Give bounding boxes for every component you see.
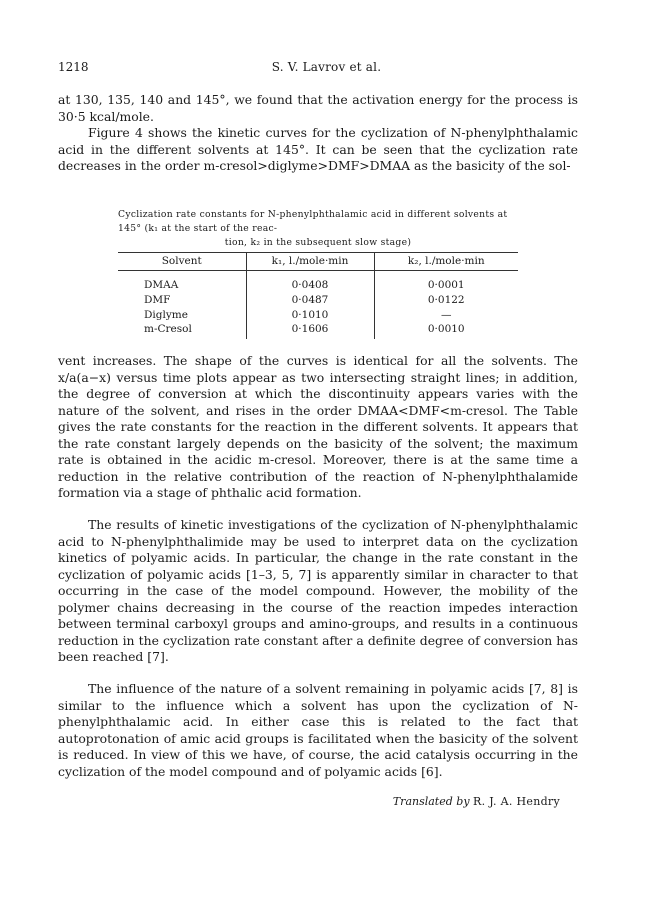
cell-solvent: DMAA bbox=[118, 271, 246, 293]
table-row bbox=[118, 322, 518, 339]
table-caption bbox=[118, 208, 518, 250]
cell-k2: 0·0001 bbox=[427, 279, 465, 291]
page-number: 1218 bbox=[58, 60, 89, 74]
cell-k2: 0·0010 bbox=[427, 323, 465, 336]
rate-constants-table bbox=[118, 252, 518, 339]
cell-solvent: Diglyme bbox=[118, 308, 246, 323]
running-head: S. V. Lavrov et al. bbox=[271, 60, 382, 74]
cell-k2: 0·0122 bbox=[427, 293, 465, 306]
paragraph-kinetic-results: The results of kinetic investigations of the cyclization of N-phenylphthalamic acid to N-phenylphthalimide may be used to interpret data on the cyclization kinetics of polyamic acids. In particular, the change in the rate constant in the cyclization of polyamic acids [1–3, 5, 7] is apparently similar in character to that occurring in the case of the model compound. However, the mobility of the polymer chains decreasing in the course of the reaction impedes interaction between terminal carboxyl groups and amino-groups, and results in a continuous reduction in the cyclization rate constant after a definite degree of conversion has been reached [7]. bbox=[58, 517, 578, 664]
col-header-k2: k₂, l./mole·min bbox=[374, 253, 518, 271]
cell-k1: 0·1606 bbox=[246, 322, 374, 339]
cell-k1: 0·0408 bbox=[246, 271, 374, 293]
paragraph-solvent-influence: The influence of the nature of a solvent remaining in polyamic acids [7, 8] is similar to the influence which a solvent has upon the cyclization of N-phenylphthalamic acid. In either case this is related to the fact that autoprotonation of amic acid groups is facilitated when the basicity of the solvent is reduced. In view of this we have, of course, the acid catalysis occurring in the cyclization of the model compound and of polyamic acids [6]. bbox=[58, 681, 578, 779]
cell-solvent: DMF bbox=[118, 293, 246, 308]
cell-solvent: m-Cresol bbox=[118, 322, 246, 339]
table-caption-line1: Cyclization rate constants for N-phenylphthalamic acid in different solvents at 145° (k₁ at the start of the reac- bbox=[118, 209, 508, 234]
col-header-k1: k₁, l./mole·min bbox=[246, 253, 374, 271]
cell-k2: — bbox=[441, 308, 452, 321]
translator-credit bbox=[0, 795, 560, 808]
table-header-row bbox=[118, 253, 518, 271]
cell-k1: 0·1010 bbox=[246, 308, 374, 323]
translated-by-label: Translated by bbox=[392, 795, 470, 808]
table-row bbox=[118, 308, 518, 323]
col-header-solvent: Solvent bbox=[118, 253, 246, 271]
paragraph-activation-energy: at 130, 135, 140 and 145°, we found that the activation energy for the process is 30·5 kcal/mole. bbox=[58, 92, 578, 124]
cell-k1: 0·0487 bbox=[246, 293, 374, 308]
paragraph-kinetic-curves: Figure 4 shows the kinetic curves for the cyclization of N-phenylphthalamic acid in the different solvents at 145°. It can be seen that the cyclization rate decreases in the order m-cresol>diglyme>DMF>DMAA as the basicity of the sol- bbox=[58, 125, 578, 173]
translator-name: R. J. A. Hendry bbox=[473, 795, 560, 808]
table-row bbox=[118, 293, 518, 308]
table-row bbox=[118, 271, 518, 293]
paragraph-curve-shape: vent increases. The shape of the curves is identical for all the solvents. The x/a(a−x) versus time plots appear as two intersecting straight lines; in addition, the degree of conversion at which the discontinuity appears varies with the nature of the solvent, and rises in the order DMAA<DMF<m-cresol. The Table gives the rate constants for the reaction in the different solvents. It appears that the rate constant largely depends on the basicity of the solvent; the maximum rate is obtained in the acidic m-cresol. Moreover, there is at the same time a reduction in the relative contribution of the reaction of N-phenylphthalamide formation via a stage of phthalic acid formation. bbox=[58, 353, 578, 500]
table-caption-line2: tion, k₂ in the subsequent slow stage) bbox=[224, 237, 412, 248]
page-header bbox=[58, 60, 595, 80]
